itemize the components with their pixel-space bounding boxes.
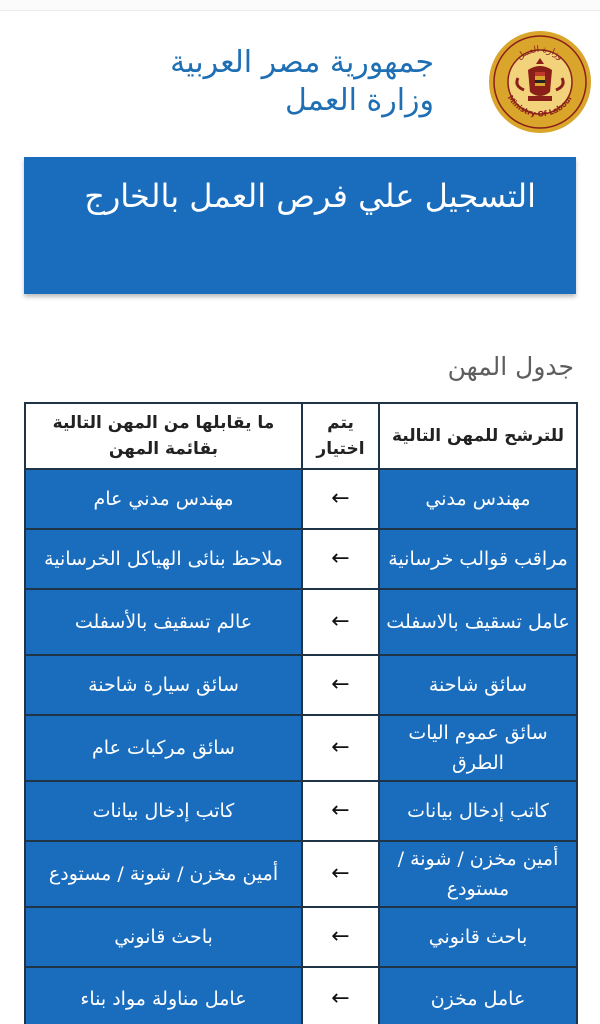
table-row	[25, 589, 577, 655]
top-divider	[0, 0, 600, 11]
arrow-left-icon: ←	[302, 589, 379, 655]
target-job-cell: ملاحظ بنائى الهياكل الخرسانية	[25, 529, 302, 589]
target-job-cell: مهندس مدني عام	[25, 469, 302, 529]
arrow-left-icon: ←	[302, 967, 379, 1024]
source-job-cell: سائق عموم اليات الطرق	[379, 715, 577, 781]
logo-arabic-text: وزارة العمل	[515, 44, 565, 63]
table-title: جدول المهن	[447, 352, 574, 381]
table-row	[25, 715, 577, 781]
source-job-cell: أمين مخزن / شونة / مستودع	[379, 841, 577, 907]
source-job-cell: عامل تسقيف بالاسفلت	[379, 589, 577, 655]
table-row	[25, 841, 577, 907]
target-job-cell: سائق سيارة شاحنة	[25, 655, 302, 715]
target-job-cell: أمين مخزن / شونة / مستودع	[25, 841, 302, 907]
target-job-cell: عالم تسقيف بالأسفلت	[25, 589, 302, 655]
header-select: يتم اختيار	[302, 403, 379, 469]
country-name: جمهورية مصر العربية	[170, 45, 434, 80]
source-job-cell: سائق شاحنة	[379, 655, 577, 715]
table-row	[25, 967, 577, 1024]
target-job-cell: سائق مركبات عام	[25, 715, 302, 781]
page-title: التسجيل علي فرص العمل بالخارج	[84, 177, 536, 215]
source-job-cell: عامل مخزن	[379, 967, 577, 1024]
logo-english-text: Ministry Of Labour	[505, 93, 575, 119]
table-row	[25, 655, 577, 715]
table-row	[25, 529, 577, 589]
table-header-row	[25, 403, 577, 469]
source-job-cell: مهندس مدني	[379, 469, 577, 529]
header-target-jobs: ما يقابلها من المهن التالية بقائمة المهن	[25, 403, 302, 469]
table-row	[25, 907, 577, 967]
arrow-left-icon: ←	[302, 781, 379, 841]
source-job-cell: مراقب قوالب خرسانية	[379, 529, 577, 589]
ministry-of-labour-logo-icon	[488, 30, 592, 134]
government-title	[170, 44, 434, 120]
header-source-jobs: للترشح للمهن التالية	[379, 403, 577, 469]
arrow-left-icon: ←	[302, 529, 379, 589]
target-job-cell: باحث قانوني	[25, 907, 302, 967]
arrow-left-icon: ←	[302, 469, 379, 529]
table-row	[25, 781, 577, 841]
target-job-cell: عامل مناولة مواد بناء	[25, 967, 302, 1024]
target-job-cell: كاتب إدخال بيانات	[25, 781, 302, 841]
jobs-table	[24, 402, 578, 1024]
ministry-name: وزارة العمل	[284, 83, 434, 118]
source-job-cell: كاتب إدخال بيانات	[379, 781, 577, 841]
arrow-left-icon: ←	[302, 841, 379, 907]
source-job-cell: باحث قانوني	[379, 907, 577, 967]
arrow-left-icon: ←	[302, 715, 379, 781]
arrow-left-icon: ←	[302, 655, 379, 715]
arrow-left-icon: ←	[302, 907, 379, 967]
table-row	[25, 469, 577, 529]
page-banner	[24, 157, 576, 294]
